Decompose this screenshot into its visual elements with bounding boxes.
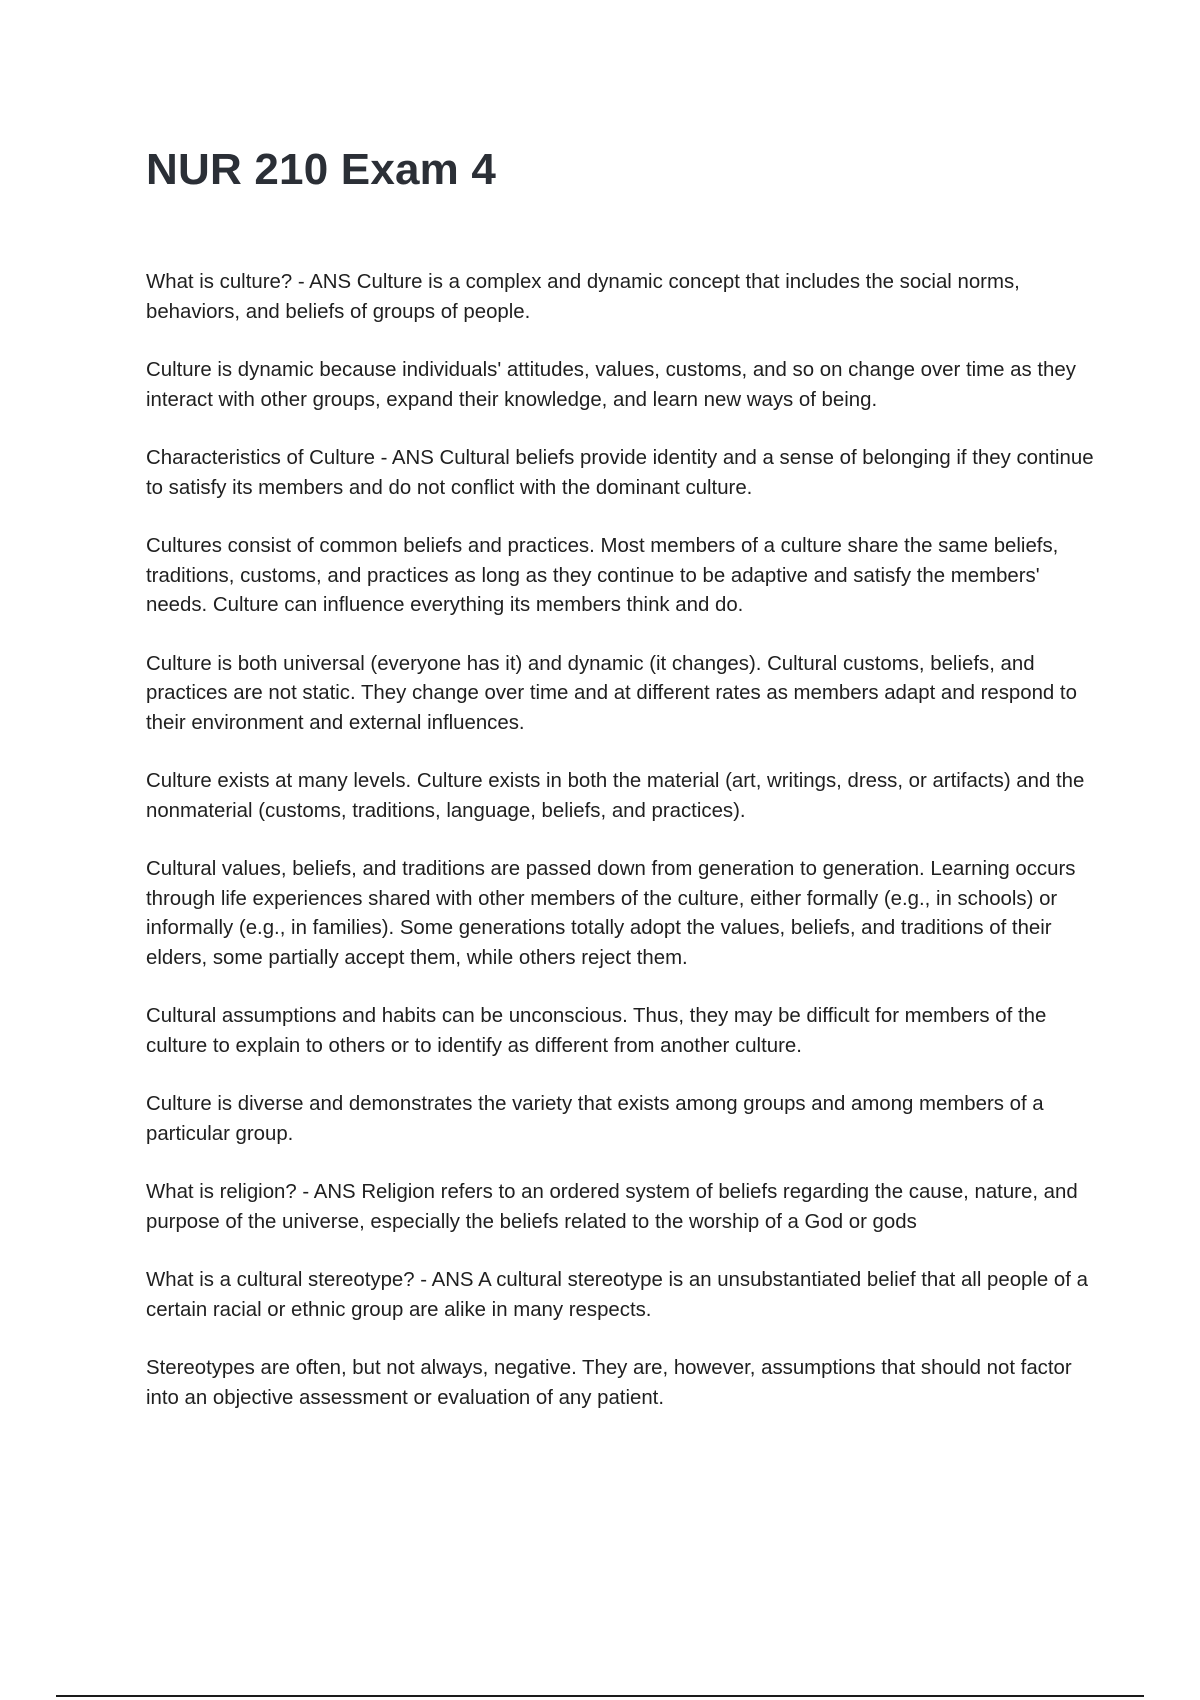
paragraph: Stereotypes are often, but not always, negative. They are, however, assumptions that should not factor into an objective assessment or evaluation of any patient.	[146, 1357, 1072, 1409]
document-body	[146, 268, 1096, 1442]
paragraph: Culture exists at many levels. Culture exists in both the material (art, writings, dress, or artifacts) and the nonmaterial (customs, traditions, language, beliefs, and practices).	[146, 770, 1085, 822]
paragraph: Culture is dynamic because individuals' attitudes, values, customs, and so on change over time as they interact with other groups, expand their knowledge, and learn new ways of being.	[146, 359, 1076, 411]
paragraph: Culture is diverse and demonstrates the variety that exists among groups and among members of a particular group.	[146, 1093, 1044, 1145]
paragraph: Culture is both universal (everyone has it) and dynamic (it changes). Cultural customs, beliefs, and practices are not static. They change over time and at different rates as members adapt and respond to their environment and external influences.	[146, 652, 1077, 734]
paragraph: Cultures consist of common beliefs and practices. Most members of a culture share the same beliefs, traditions, customs, and practices as long as they continue to be adaptive and satisfy the members' needs. Culture can influence everything its members think and do.	[146, 535, 1059, 616]
page-bottom-rule	[56, 1695, 1144, 1697]
paragraph: Cultural assumptions and habits can be unconscious. Thus, they may be difficult for members of the culture to explain to others or to identify as different from another culture.	[146, 1005, 1047, 1057]
page-title: NUR 210 Exam 4	[146, 145, 497, 194]
paragraph: What is religion? - ANS Religion refers to an ordered system of beliefs regarding the cause, nature, and purpose of the universe, especially the beliefs related to the worship of a God or gods	[146, 1181, 1078, 1233]
paragraph: Cultural values, beliefs, and traditions are passed down from generation to generation. Learning occurs through life experiences shared with other members of the culture, either formally (e.g., in schools) or informally (e.g., in families). Some generations totally adopt the values, beliefs, and traditions of their elders, some partially accept them, while others reject them.	[146, 858, 1076, 969]
paragraph: What is culture? - ANS Culture is a complex and dynamic concept that includes the social norms, behaviors, and beliefs of groups of people.	[146, 271, 1020, 323]
paragraph: Characteristics of Culture - ANS Cultural beliefs provide identity and a sense of belonging if they continue to satisfy its members and do not conflict with the dominant culture.	[146, 447, 1094, 499]
paragraph: What is a cultural stereotype? - ANS A cultural stereotype is an unsubstantiated belief that all people of a certain racial or ethnic group are alike in many respects.	[146, 1269, 1088, 1321]
